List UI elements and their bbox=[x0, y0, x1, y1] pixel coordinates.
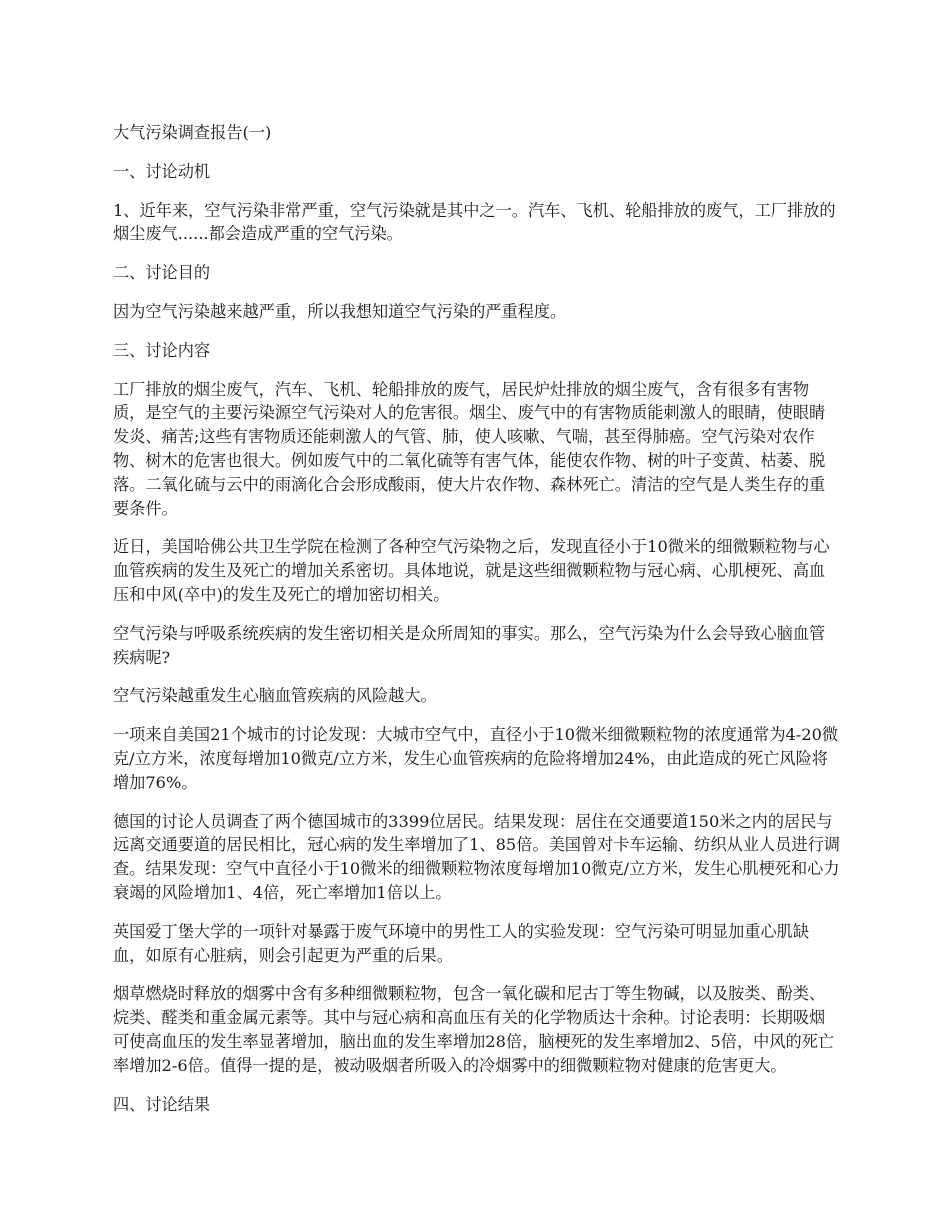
paragraph-respiratory: 空气污染与呼吸系统疾病的发生密切相关是众所周知的事实。那么，空气污染为什么会导致心脑血管疾病呢? bbox=[113, 623, 826, 667]
document-title: 大气污染调查报告(一) bbox=[113, 123, 272, 142]
paragraph-us-cities: 一项来自美国21个城市的讨论发现：大城市空气中，直径小于10微米细微颗粒物的浓度通常为4-20微克/立方米，浓度每增加10微克/立方米，发生心血管疾病的危险将增加24%，由此造成的死亡风险将增加76%。 bbox=[113, 725, 839, 792]
section-heading-content: 三、讨论内容 bbox=[113, 340, 211, 360]
paragraph-germany-study: 德国的讨论人员调查了两个德国城市的3399位居民。结果发现：居住在交通要道150米之内的居民与远离交通要道的居民相比，冠心病的发生率增加了1、85倍。美国曾对卡车运输、纺织从业人员进行调查。结果发现：空气中直径小于10微米的细微颗粒物浓度每增加10微克/立方米，发生心肌梗死和心力衰竭的风险增加1、4倍，死亡率增加1倍以上。 bbox=[113, 811, 840, 902]
paragraph-motivation: 1、近年来，空气污染非常严重，空气污染就是其中之一。汽车、飞机、轮船排放的废气，工厂排放的烟尘废气......都会造成严重的空气污染。 bbox=[113, 200, 836, 244]
paragraph-tobacco: 烟草燃烧时释放的烟雾中含有多种细微颗粒物，包含一氧化碳和尼古丁等生物碱，以及胺类、酚类、烷类、醛类和重金属元素等。其中与冠心病和高血压有关的化学物质达十余种。讨论表明：长期吸烟可使高血压的发生率显著增加，脑出血的发生率增加28倍，脑梗死的发生率增加2、5倍，中风的死亡率增加2-6倍。值得一提的是，被动吸烟者所吸入的冷烟雾中的细微颗粒物对健康的危害更大。 bbox=[113, 984, 835, 1075]
paragraph-pollution-sources: 工厂排放的烟尘废气，汽车、飞机、轮船排放的废气，居民炉灶排放的烟尘废气，含有很多有害物质，是空气的主要污染源空气污染对人的危害很。烟尘、废气中的有害物质能刺激人的眼睛，使眼睛发炎、痛苦;这些有害物质还能刺激人的气管、肺，使人咳嗽、气喘，甚至得肺癌。空气污染对农作物、树木的危害也很大。例如废气中的二氧化硫等有害气体，能使农作物、树的叶子变黄、枯萎、脱落。二氧化硫与云中的雨滴化合会形成酸雨，使大片农作物、森林死亡。清洁的空气是人类生存的重要条件。 bbox=[113, 379, 826, 518]
paragraph-edinburgh-study: 英国爱丁堡大学的一项针对暴露于废气环境中的男性工人的实验发现：空气污染可明显加重心肌缺血，如原有心脏病，则会引起更为严重的后果。 bbox=[113, 921, 810, 965]
document-page bbox=[113, 121, 841, 1131]
section-heading-purpose: 二、讨论目的 bbox=[113, 263, 211, 283]
section-heading-motivation: 一、讨论动机 bbox=[113, 161, 211, 181]
paragraph-risk: 空气污染越重发生心脑血管疾病的风险越大。 bbox=[113, 686, 437, 706]
paragraph-purpose: 因为空气污染越来越严重，所以我想知道空气污染的严重程度。 bbox=[113, 301, 567, 321]
paragraph-harvard-study: 近日，美国哈佛公共卫生学院在检测了各种空气污染物之后，发现直径小于10微米的细微颗粒物与心血管疾病的发生及死亡的增加关系密切。具体地说，就是这些细微颗粒物与冠心病、心肌梗死、高血压和中风(卒中)的发生及死亡的增加密切相关。 bbox=[113, 537, 830, 604]
section-heading-results: 四、讨论结果 bbox=[113, 1094, 211, 1114]
